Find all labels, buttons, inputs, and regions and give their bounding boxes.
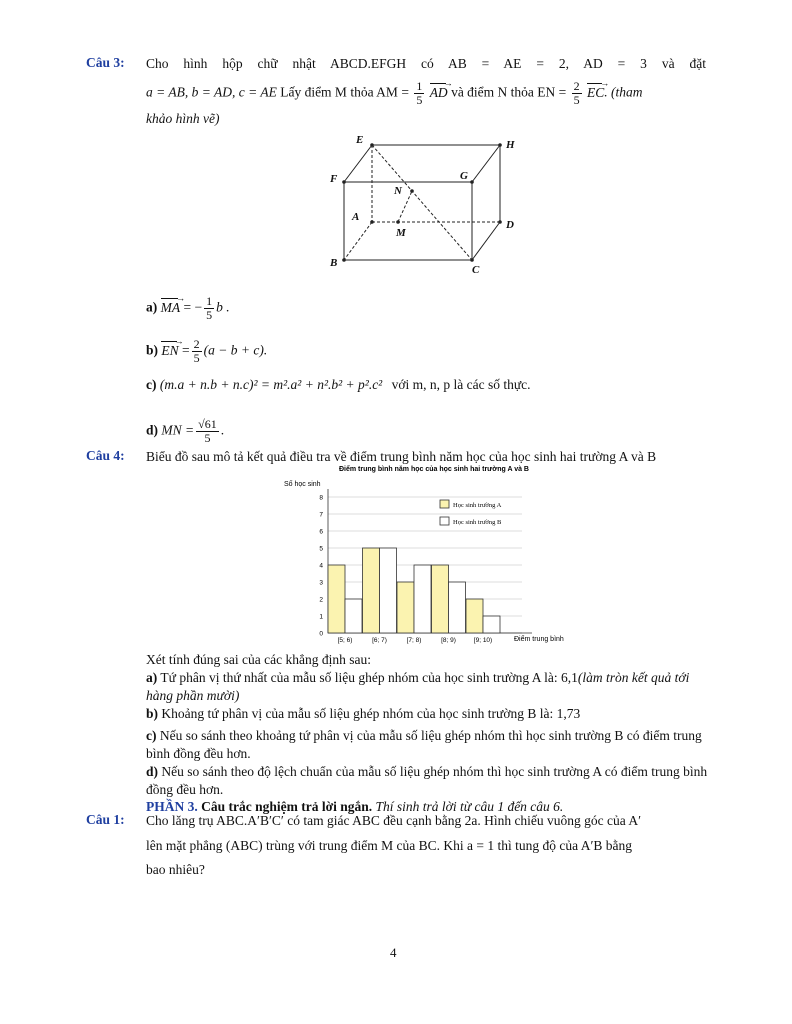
question-3-line-1: Cho hình hộp chữ nhật ABCD.EFGH có AB = AE = 2, AD = 3 và đặt bbox=[146, 56, 706, 71]
bar-school-a bbox=[397, 582, 414, 633]
statement-4a: a) Tứ phân vị thứ nhất của mẫu số liệu ghép nhóm của học sinh trường A là: 6,1(làm tròn kết quả tới hàng phần mười) bbox=[146, 670, 690, 703]
bar-chart bbox=[282, 462, 582, 648]
label-f: F bbox=[330, 173, 338, 185]
bar-school-b bbox=[414, 565, 431, 633]
legend-label: Học sinh trường A bbox=[453, 502, 502, 509]
label-g: G bbox=[460, 170, 468, 182]
bar-school-b bbox=[380, 548, 397, 633]
y-tick-label: 8 bbox=[319, 494, 323, 502]
x-tick-label: [6; 7) bbox=[372, 637, 387, 644]
x-tick-label: [9; 10) bbox=[473, 637, 493, 644]
legend-swatch bbox=[440, 517, 449, 525]
question-4-intro: Biểu đồ sau mô tả kết quả điều tra về điểm trung bình năm học của học sinh hai trường A và B bbox=[146, 449, 657, 464]
bar-school-a bbox=[466, 599, 483, 633]
chart-title: Điểm trung bình năm học của học sinh hai trường A và B bbox=[339, 466, 529, 473]
question-1-line-2: lên mặt phẳng (ABC) trùng với trung điểm M của BC. Khi a = 1 thì tung độ của A′B bằng bbox=[146, 838, 633, 853]
legend-label: Học sinh trường B bbox=[453, 519, 502, 526]
chart-y-label: Số học sinh bbox=[284, 481, 321, 488]
question-1-line-1: Cho lăng trụ ABC.A′B′C′ có tam giác ABC đều cạnh bằng 2a. Hình chiếu vuông góc của A′ bbox=[146, 813, 642, 828]
bar-school-a bbox=[363, 548, 380, 633]
edge-ab bbox=[344, 222, 372, 260]
question-3-line-2 bbox=[146, 80, 711, 107]
statement-3a: a) MA → = − $\frac{1}{5}$ b . bbox=[146, 295, 230, 322]
y-tick-label: 5 bbox=[319, 545, 323, 553]
statement-4d: d) Nếu so sánh theo độ lệch chuẩn của mẫu số liệu ghép nhóm thì học sinh trường A có điểm trung bình đồng đều hơn. bbox=[146, 764, 708, 797]
statement-4b: b) Khoảng tứ phân vị của mẫu số liệu ghép nhóm của học sinh trường B là: 1,73 bbox=[146, 706, 581, 721]
fraction-two-fifths: $\frac{2}{5}$ bbox=[573, 79, 580, 107]
bar-school-b bbox=[483, 616, 500, 633]
x-tick-label: [7; 8) bbox=[406, 637, 422, 644]
question-4-statement-intro: Xét tính đúng sai của các khẳng định sau: bbox=[146, 652, 371, 667]
reference-hint: . (tham bbox=[604, 84, 643, 100]
vector-definitions: a = AB, b = AD, c = AE bbox=[146, 84, 277, 100]
y-tick-label: 2 bbox=[319, 596, 323, 604]
label-c: C bbox=[472, 264, 480, 275]
edge-fe bbox=[344, 145, 372, 182]
page-number: 4 bbox=[390, 945, 397, 960]
bar-school-a bbox=[328, 565, 345, 633]
bar-school-b bbox=[449, 582, 466, 633]
question-4-label: Câu 4: bbox=[86, 448, 125, 463]
box-figure bbox=[322, 130, 522, 275]
edge-cd bbox=[472, 222, 500, 260]
part-3-heading: PHẦN 3. Câu trắc nghiệm trả lời ngắn. Thí sinh trả lời từ câu 1 đến câu 6. bbox=[146, 799, 564, 814]
statement-3c: c) (m.a + n.b + n.c)² = m².a² + n².b² + p².c² với m, n, p là các số thực. bbox=[146, 377, 531, 392]
y-tick-label: 4 bbox=[319, 562, 323, 570]
y-tick-label: 0 bbox=[319, 630, 323, 638]
bar-school-b bbox=[345, 599, 362, 633]
chart-x-label: Điểm trung bình bbox=[514, 636, 564, 643]
edge-gh bbox=[472, 145, 500, 182]
question-1-line-3: bao nhiêu? bbox=[146, 862, 205, 877]
label-m: M bbox=[396, 227, 406, 239]
label-a: A bbox=[352, 211, 360, 223]
statement-3b: b) EN → = $\frac{2}{5}$ (a − b + c). bbox=[146, 338, 267, 365]
label-d: D bbox=[506, 219, 514, 231]
label-e: E bbox=[356, 134, 364, 146]
bar-school-a bbox=[432, 565, 449, 633]
vector-ad: AD → bbox=[430, 84, 448, 102]
statement-4c: c) Nếu so sánh theo khoảng tứ phân vị của mẫu số liệu ghép nhóm thì học sinh trường B có điểm trung bình đồng đều hơn. bbox=[146, 728, 702, 761]
y-tick-label: 7 bbox=[319, 511, 323, 519]
condition-m: Lấy điểm M thỏa AM = bbox=[280, 84, 409, 100]
fraction-one-fifth: $\frac{1}{5}$ bbox=[416, 79, 423, 107]
x-tick-label: [8; 9) bbox=[441, 637, 456, 644]
y-tick-label: 3 bbox=[319, 579, 323, 587]
y-tick-label: 6 bbox=[319, 528, 323, 536]
condition-n: và điểm N thỏa EN = bbox=[451, 84, 567, 100]
question-1-label: Câu 1: bbox=[86, 812, 125, 827]
statement-3d: d) MN = $\frac{√61}{5}$ . bbox=[146, 417, 225, 445]
vector-ec: EC → bbox=[587, 84, 604, 102]
label-b: B bbox=[330, 257, 338, 269]
question-3-label: Câu 3: bbox=[86, 55, 125, 70]
x-tick-label: [5; 6) bbox=[337, 637, 353, 644]
legend-swatch bbox=[440, 500, 449, 508]
label-n: N bbox=[394, 185, 402, 197]
label-h: H bbox=[506, 139, 515, 151]
question-3-line-3: khảo hình vẽ) bbox=[146, 111, 220, 126]
segment-ec bbox=[372, 145, 472, 260]
y-tick-label: 1 bbox=[319, 613, 323, 621]
